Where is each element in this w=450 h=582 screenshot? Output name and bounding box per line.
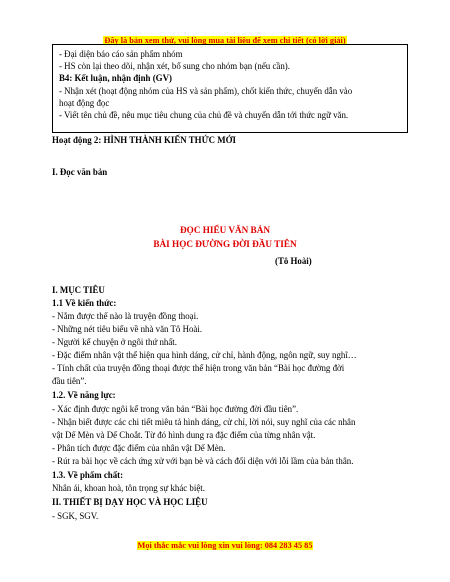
subsection-kien-thuc: 1.1 Về kiến thức:: [52, 298, 117, 308]
activity-heading: Hoạt động 2: HÌNH THÀNH KIẾN THỨC MỚI: [52, 135, 237, 145]
table-line: B4: Kết luận, nhận định (GV): [59, 73, 172, 84]
kien-thuc-item-5: - Tính chất của truyện đồng thoại được thể hiện trong văn bản “Bài học đường đời: [52, 363, 345, 373]
section-muc-tieu: I. MỤC TIÊU: [52, 285, 105, 295]
nang-luc-item-1: - Xác định được ngôi kể trong văn bản “Bài học đường đời đầu tiên”.: [52, 404, 299, 414]
table-line: - Đại diện báo cáo sản phẩm nhóm: [59, 49, 183, 59]
reading-heading: I. Đọc văn bản: [52, 167, 108, 177]
document-title-line1: ĐỌC HIỂU VĂN BẢN: [180, 225, 270, 235]
nang-luc-item-3: - Phân tích được đặc điểm của nhân vật Dế Mèn.: [52, 443, 226, 453]
subsection-nang-luc: 1.2. Về năng lực:: [52, 390, 116, 400]
table-line: - Nhận xét (hoạt động nhóm của HS và sản phẩm), chốt kiến thức, chuyển dẫn vào: [59, 85, 353, 96]
document-title-line2: BÀI HỌC ĐƯỜNG ĐỜI ĐẦU TIÊN: [153, 239, 297, 249]
nang-luc-item-2-cont: vật Dế Mèn và Dế Choắt. Từ đó hình dung ra đặc điểm của từng nhân vật.: [52, 430, 316, 440]
kien-thuc-item-2: - Những nét tiêu biểu về nhà văn Tô Hoài.: [52, 324, 203, 334]
kien-thuc-item-4: - Đặc điểm nhân vật thể hiện qua hình dáng, cử chỉ, hành động, ngôn ngữ, suy nghĩ…: [52, 350, 357, 360]
pham-chat-item-1: Nhân ái, khoan hoà, tôn trọng sự khác biệt.: [52, 483, 205, 493]
top-banner-text: Đây là bản xem thử, vui lòng mua tài liệu để xem chi tiết (có lời giải): [104, 36, 346, 45]
activity-table: [52, 44, 408, 133]
kien-thuc-item-1: - Nắm được thế nào là truyện đồng thoại.: [52, 311, 199, 321]
nang-luc-item-4: - Rút ra bài học về cách ứng xử với bạn bè và cách đối diện với lỗi lầm của bản thân.: [52, 456, 354, 466]
thiet-bi-item-1: - SGK, SGV.: [52, 511, 99, 521]
author-name: (Tô Hoài): [275, 256, 312, 266]
kien-thuc-item-3: - Người kể chuyện ở ngôi thứ nhất.: [52, 337, 177, 347]
subsection-pham-chat: 1.3. Về phẩm chất:: [52, 470, 124, 480]
table-content: [59, 48, 403, 121]
bottom-banner-text: Mọi thắc mắc vui lòng xin vui lòng: 084 283 45 85: [137, 541, 313, 550]
table-line: - Viết tên chủ đề, nêu mục tiêu chung của chủ đề và chuyển dẫn tới thức ngữ văn.: [59, 110, 349, 121]
bottom-banner: [0, 535, 450, 553]
table-line: - HS còn lại theo dõi, nhận xét, bổ sung cho nhóm bạn (nếu cần).: [59, 61, 290, 72]
kien-thuc-item-5-cont: đầu tiên”.: [52, 376, 87, 386]
table-line: hoạt động đọc: [59, 97, 110, 108]
nang-luc-item-2: - Nhận biết được các chi tiết miêu tả hình dáng, cử chỉ, lời nói, suy nghĩ của các nhân: [52, 417, 356, 427]
section-thiet-bi: II. THIẾT BỊ DẠY HỌC VÀ HỌC LIỆU: [52, 497, 208, 507]
